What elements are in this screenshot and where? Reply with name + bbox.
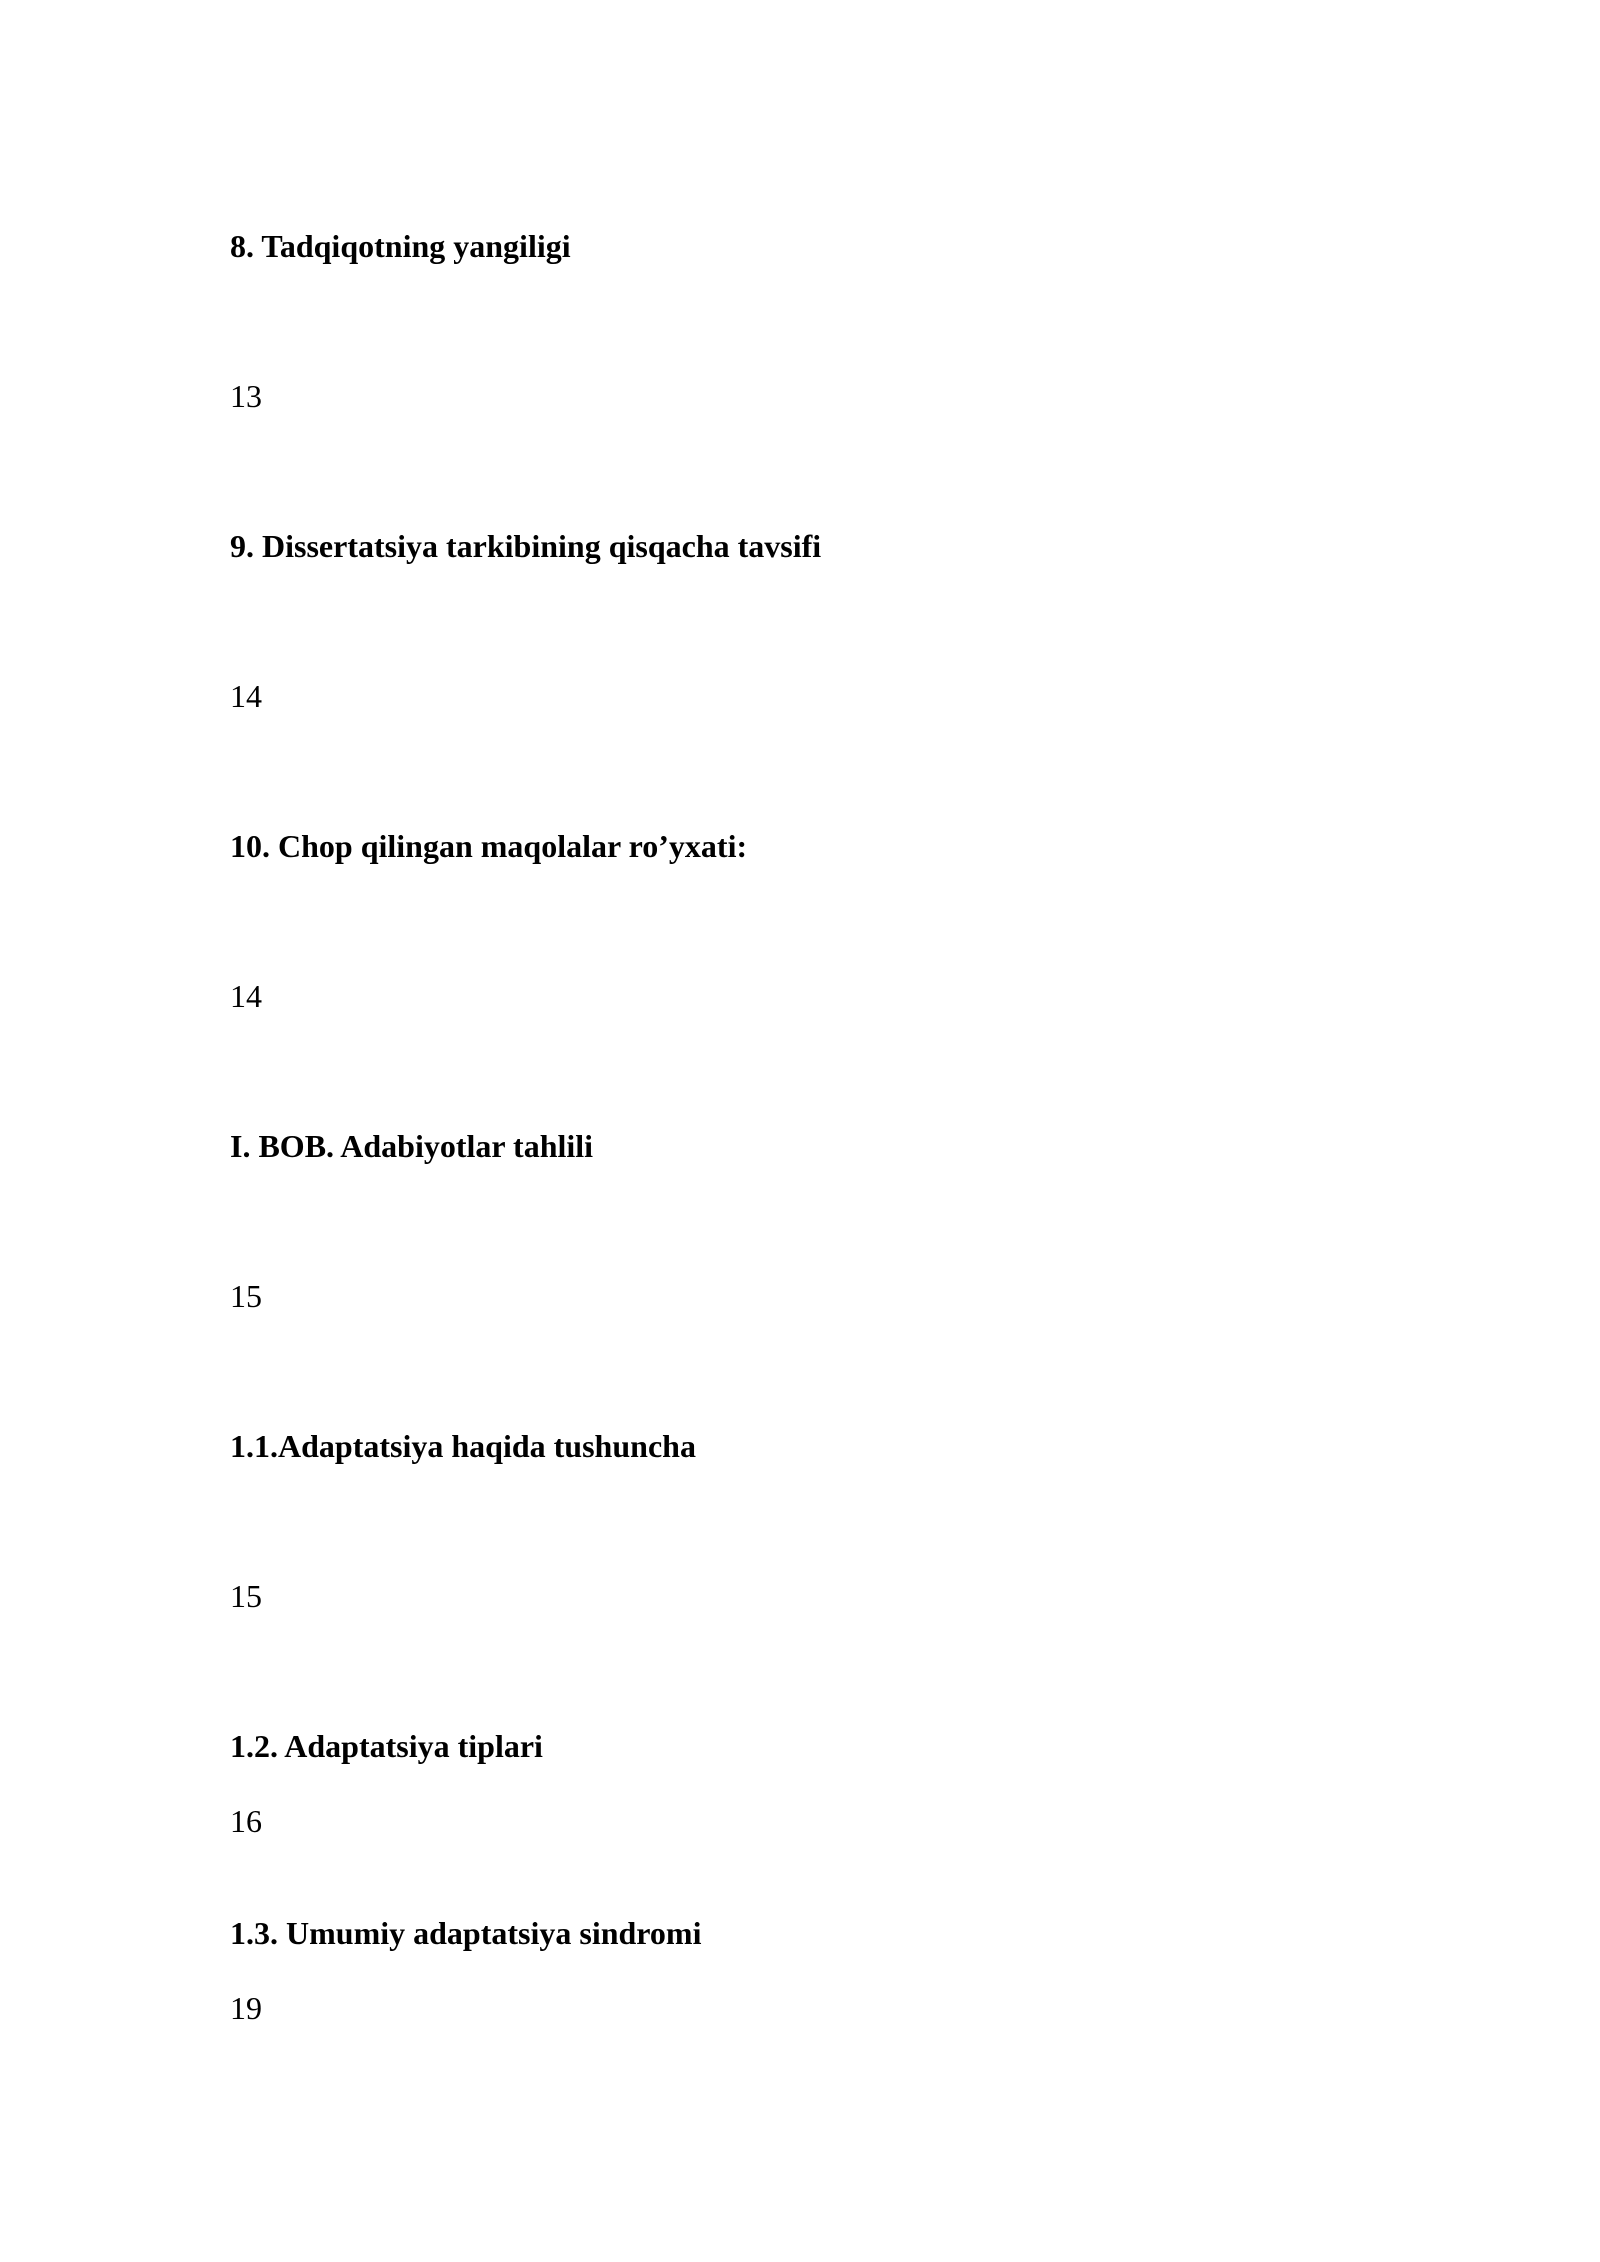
toc-entry-page: 14 (230, 678, 262, 714)
toc-entry-title: 1.2. Adaptatsiya tiplari (230, 1728, 543, 1764)
toc-entry-page: 13 (230, 378, 262, 414)
toc-entry-page: 15 (230, 1578, 262, 1614)
toc-entry-title: I. BOB. Adabiyotlar tahlili (230, 1128, 594, 1164)
toc-entry-page: 14 (230, 978, 262, 1014)
toc-entry-title: 1.3. Umumiy adaptatsiya sindromi (230, 1915, 702, 1951)
toc-entry-title: 9. Dissertatsiya tarkibining qisqacha tavsifi (230, 528, 822, 564)
toc-entry-page: 15 (230, 1278, 262, 1314)
toc-entry-title: 10. Chop qilingan maqolalar ro’yxati: (230, 828, 748, 864)
toc-entry-page: 16 (230, 1803, 262, 1839)
toc-entry-title: 1.1.Adaptatsiya haqida tushuncha (230, 1428, 696, 1464)
toc-entry-title: 8. Tadqiqotning yangiligi (230, 228, 571, 264)
toc-entry-page: 19 (230, 1990, 262, 2026)
